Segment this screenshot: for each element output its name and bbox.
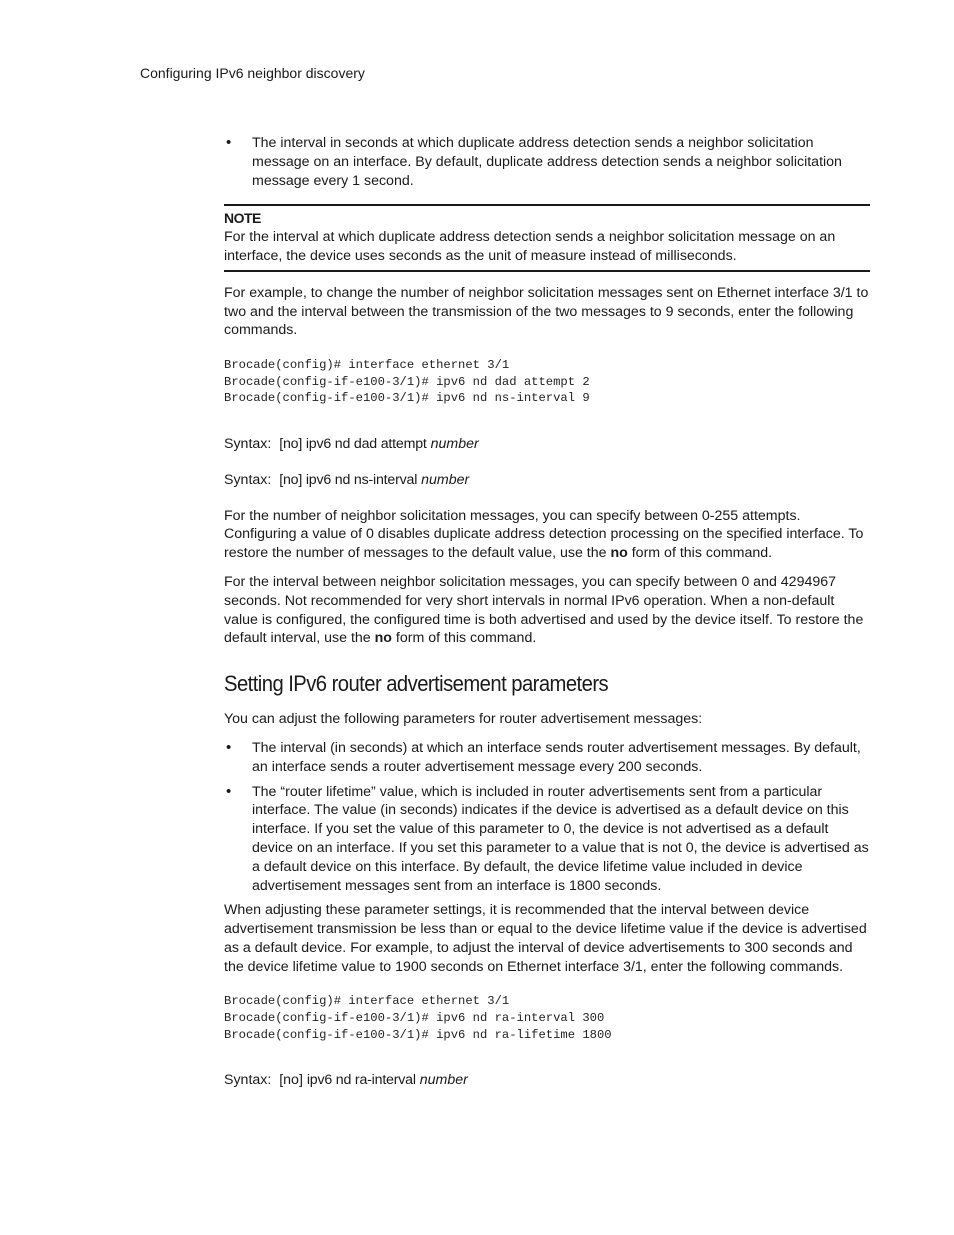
keyword-no: no xyxy=(610,545,628,562)
example-paragraph: For example, to change the number of neighbor solicitation messages sent on Ethernet interface 3/1 to two and the interval between the transmission of the two messages to 9 seconds, enter the following commands. xyxy=(224,284,869,339)
keyword-no: no xyxy=(374,630,392,647)
section-heading: Setting IPv6 router advertisement parameters xyxy=(224,671,609,697)
bullet-list xyxy=(224,739,870,895)
syntax-line xyxy=(224,1071,870,1090)
list-item: • The “router lifetime” value, which is included in router advertisements sent from a particular interface. The value (in seconds) indicates if the device is advertised as a default device on this interface. If you set the value of this parameter to 0, the device is not advertised as a default device on an interface. If you set this parameter to a value that is not 0, the device is advertised as a default device on this interface. By default, the device lifetime value included in device advertisement messages sent from an interface is 1800 seconds. xyxy=(224,783,870,896)
paragraph-text: For the number of neighbor solicitation messages, you can specify between 0-255 attempts. Configuring a value of 0 disables duplicate address detection processing on the specified interface. To restore the number of messages to the default value, use the xyxy=(224,507,864,562)
code-block: Brocade(config)# interface ethernet 3/1 Brocade(config-if-e100-3/1)# ipv6 nd dad attempt 2 Brocade(config-if-e100-3/1)# ipv6 nd ns-interval 9 xyxy=(224,358,590,406)
paragraph-text: form of this command. xyxy=(391,630,537,647)
syntax-line xyxy=(224,435,870,454)
syntax-command: ipv6 nd ra-interval xyxy=(306,1072,416,1089)
page-content xyxy=(224,134,870,1107)
syntax-prefix: Syntax: xyxy=(224,471,272,488)
list-item: • The interval (in seconds) at which an interface sends router advertisement messages. By default, an interface sends a router advertisement message every 200 seconds. xyxy=(224,739,870,777)
syntax-command: [no] ipv6 nd dad attempt xyxy=(279,435,427,452)
paragraph-text: For the interval between neighbor solicitation messages, you can specify between 0 and 4294967 seconds. Not recommended for very short intervals in normal IPv6 operation. When a non-default value is configured, the configured time is both advertised and used by the device itself. To restore the default interval, use the xyxy=(224,573,864,647)
interval-paragraph xyxy=(224,573,870,648)
attempts-paragraph xyxy=(224,507,870,563)
note-text: For the interval at which duplicate address detection sends a neighbor solicitation message on an interface, the device uses seconds as the unit of measure instead of milliseconds. xyxy=(224,229,836,264)
running-header: Configuring IPv6 neighbor discovery xyxy=(140,65,365,81)
intro-paragraph: You can adjust the following parameters for router advertisement messages: xyxy=(224,711,703,728)
syntax-argument: number xyxy=(430,435,479,452)
list-item: • The interval in seconds at which duplicate address detection sends a neighbor solicitation message on an interface. By default, duplicate address detection sends a neighbor solicitation message every 1 second. xyxy=(224,134,870,190)
syntax-prefix: Syntax: xyxy=(224,1072,272,1089)
adjust-paragraph: When adjusting these parameter settings, it is recommended that the interval between device advertisement transmission be less than or equal to the device lifetime value if the device is advertised as a default device. For example, to adjust the interval of device advertisements to 300 seconds and the device lifetime value to 1900 seconds on Ethernet interface 3/1, enter the following commands. xyxy=(224,902,867,975)
syntax-argument: number xyxy=(419,1072,468,1089)
syntax-argument: number xyxy=(421,471,470,488)
note-label: NOTE xyxy=(224,210,261,227)
bullet-list xyxy=(224,134,870,190)
syntax-line xyxy=(224,471,870,490)
code-block: Brocade(config)# interface ethernet 3/1 Brocade(config-if-e100-3/1)# ipv6 nd ra-interval 300 Brocade(config-if-e100-3/1)# ipv6 nd ra-lifetime 1800 xyxy=(224,994,612,1042)
syntax-command: [no] ipv6 nd ns-interval xyxy=(279,471,418,488)
syntax-no-option: [no] xyxy=(279,1072,303,1089)
paragraph-text: form of this command. xyxy=(627,545,773,562)
syntax-prefix: Syntax: xyxy=(224,435,272,452)
note-box xyxy=(224,204,870,271)
